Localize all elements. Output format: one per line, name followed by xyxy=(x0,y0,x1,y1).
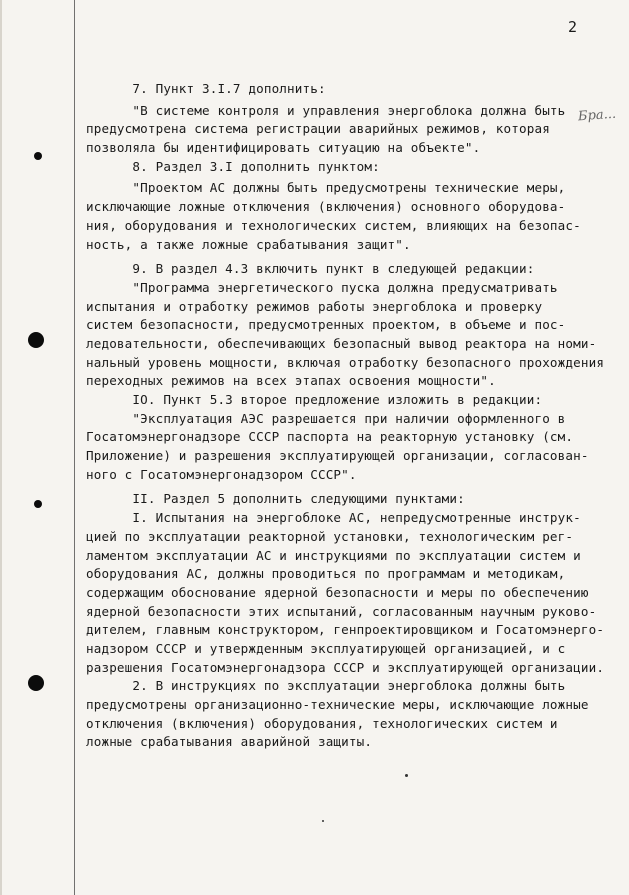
text-line: переходных режимов на всех этапах освоения мощности". xyxy=(86,373,496,389)
item-11-heading: II. Раздел 5 дополнить следующими пунктами: xyxy=(86,491,465,507)
ink-speck xyxy=(405,774,408,777)
binder-hole xyxy=(34,152,42,160)
text-line: испытания и отработку режимов работы энергоблока и проверку xyxy=(86,298,543,314)
text-line: "Проектом АС должны быть предусмотрены технические меры, xyxy=(86,180,566,196)
binder-hole xyxy=(34,500,42,508)
item-8-heading: 8. Раздел 3.I дополнить пунктом: xyxy=(86,158,380,174)
binder-hole xyxy=(28,675,44,691)
binder-hole xyxy=(28,332,44,348)
text-line: ядерной безопасности этих испытаний, согласованным научным руково- xyxy=(86,603,597,619)
text-line: ность, а также ложные срабатывания защит". xyxy=(86,236,411,252)
item-7-heading: 7. Пункт 3.I.7 дополнить: xyxy=(86,81,326,96)
margin-handwritten-note: Бра... xyxy=(577,106,617,125)
text-line: "Программа энергетического пуска должна предусматривать xyxy=(86,279,558,295)
text-line: позволяла бы идентифицировать ситуацию на объекте". xyxy=(86,140,481,156)
text-line: разрешения Госатомэнергонадзора СССР и эксплуатирующей организации. xyxy=(86,659,605,675)
page-number: 2 xyxy=(568,18,578,36)
text-line: Госатомэнергонадзоре СССР паспорта на реакторную установку (см. xyxy=(86,429,574,445)
item-10-heading: IO. Пункт 5.3 второе предложение изложить в редакции: xyxy=(86,392,543,407)
text-line: 2. В инструкциях по эксплуатации энергоблока должны быть xyxy=(86,678,566,694)
text-line: ния, оборудования и технологических систем, влияющих на безопас- xyxy=(86,217,581,233)
text-line: цией по эксплуатации реакторной установки, технологическим рег- xyxy=(86,528,574,544)
ink-speck xyxy=(322,820,324,822)
text-line: дителем, главным конструктором, генпроектировщиком и Госатомэнерго- xyxy=(86,622,605,638)
text-line: исключающие ложные отключения (включения) основного оборудова- xyxy=(86,199,566,215)
text-line: содержащим обоснование ядерной безопасности и меры по обеспечению xyxy=(86,584,589,600)
text-line: ламентом эксплуатации АС и инструкциями по эксплуатации систем и xyxy=(86,547,581,563)
text-line: предусмотрена система регистрации аварийных режимов, которая xyxy=(86,121,550,137)
text-line: систем безопасности, предусмотренных проектом, в объеме и пос- xyxy=(86,317,566,333)
text-line: I. Испытания на энергоблоке АС, непредусмотренные инструк- xyxy=(86,510,581,526)
text-line: "Эксплуатация АЭС разрешается при наличии оформленного в xyxy=(86,410,566,426)
text-line: отключения (включения) оборудования, технологических систем и xyxy=(86,715,558,731)
text-line: ледовательности, обеспечивающих безопасный вывод реактора на номи- xyxy=(86,335,597,351)
text-line: нальный уровень мощности, включая отработку безопасного прохождения xyxy=(86,354,605,370)
text-line: ного с Госатомэнергонадзором СССР". xyxy=(86,466,357,482)
text-line: надзором СССР и утвержденным эксплуатирующей организацией, и с xyxy=(86,640,566,656)
margin-line xyxy=(74,0,75,895)
text-line: ложные срабатывания аварийной защиты. xyxy=(86,734,373,750)
item-9-heading: 9. В раздел 4.3 включить пункт в следующей редакции: xyxy=(86,261,535,277)
text-line: предусмотрены организационно-технические меры, исключающие ложные xyxy=(86,697,589,712)
text-line: Приложение) и разрешения эксплуатирующей организации, согласован- xyxy=(86,448,589,464)
text-line: оборудования АС, должны проводиться по программам и методикам, xyxy=(86,566,566,582)
text-line: "В системе контроля и управления энергоблока должна быть xyxy=(86,102,566,118)
document-body xyxy=(86,80,616,752)
